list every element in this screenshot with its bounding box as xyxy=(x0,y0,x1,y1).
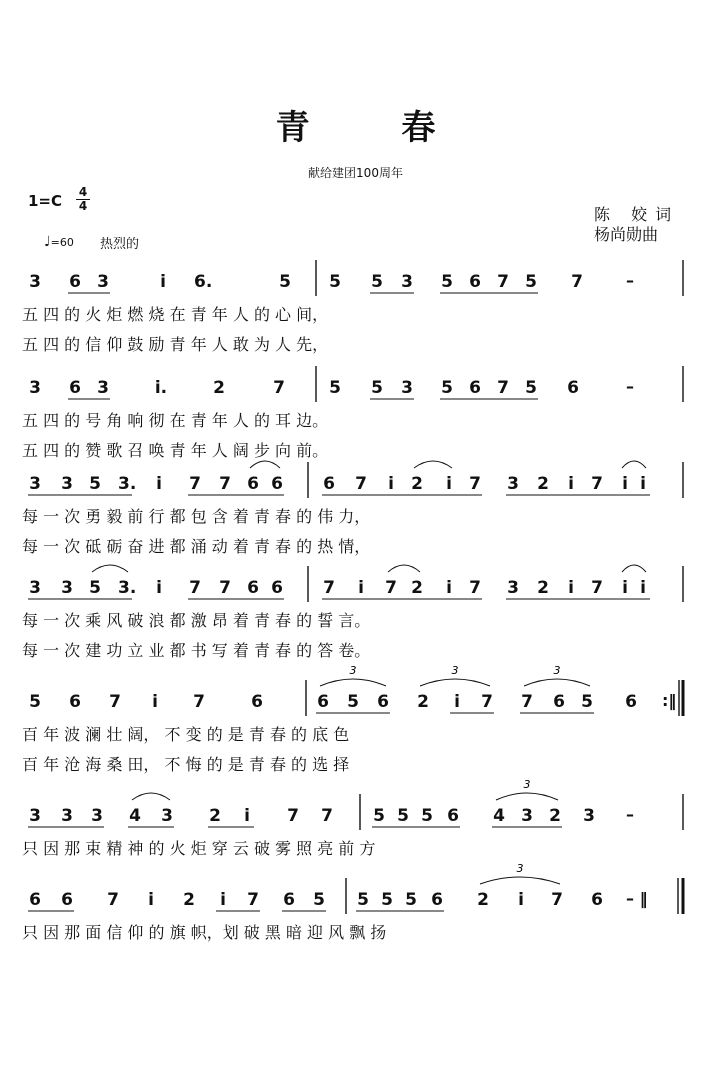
note: i xyxy=(160,272,166,292)
note: i xyxy=(156,474,162,494)
note: 7 xyxy=(497,378,509,398)
note: 7 xyxy=(481,692,493,712)
note: 3 xyxy=(97,378,109,398)
note: 7 xyxy=(551,890,563,910)
note: 6 xyxy=(553,692,565,712)
slur-curve xyxy=(480,877,560,884)
note: 5 xyxy=(525,378,537,398)
time-signature xyxy=(76,186,90,213)
note: 3 xyxy=(401,272,413,292)
lyric-line: 五 四 的 号 角 响 彻 在 青 年 人 的 耳 边。 xyxy=(22,411,329,430)
note: 5 xyxy=(381,890,393,910)
note: 3 xyxy=(61,578,73,598)
note: 6 xyxy=(247,578,259,598)
triplet-number: 3 xyxy=(516,862,524,875)
note: 5 xyxy=(371,272,383,292)
note: 6 xyxy=(469,378,481,398)
note: 7 xyxy=(521,692,533,712)
sustain-dash: – ‖ xyxy=(626,889,648,908)
lyric-line: 五 四 的 赞 歌 召 唤 青 年 人 阔 步 向 前。 xyxy=(22,441,329,460)
lyricist: 陈 姣词 xyxy=(594,205,680,224)
note: 6 xyxy=(69,692,81,712)
note: 7 xyxy=(273,378,285,398)
lyric-line: 每 一 次 乘 风 破 浪 都 激 昂 着 青 春 的 誓 言。 xyxy=(22,611,371,630)
note: 3 xyxy=(29,378,41,398)
note: 7 xyxy=(219,474,231,494)
lyric-line: 只 因 那 束 精 神 的 火 炬 穿 云 破 雾 照 亮 前 方 xyxy=(22,839,376,858)
sustain-dash: – xyxy=(626,271,634,290)
note: 3 xyxy=(161,806,173,826)
triplet-number: 3 xyxy=(349,664,357,677)
lyric-line: 只 因 那 面 信 仰 的 旗 帜，划 破 黑 暗 迎 风 飘 扬 xyxy=(22,923,387,942)
note: 6 xyxy=(469,272,481,292)
note: 7 xyxy=(321,806,333,826)
note: 3 xyxy=(507,578,519,598)
note: 7 xyxy=(469,474,481,494)
note: 3 xyxy=(29,578,41,598)
note: i xyxy=(640,578,646,598)
lyric-line: 五 四 的 信 仰 鼓 励 青 年 人 敢 为 人 先， xyxy=(22,335,329,354)
note: 7 xyxy=(219,578,231,598)
note: 7 xyxy=(193,692,205,712)
note: 7 xyxy=(571,272,583,292)
lyric-line: 每 一 次 建 功 立 业 都 书 写 着 青 春 的 答 卷。 xyxy=(22,641,371,660)
note: 6. xyxy=(194,272,213,292)
note: 5 xyxy=(329,378,341,398)
note: 7 xyxy=(591,474,603,494)
note: 5 xyxy=(347,692,359,712)
note: 2 xyxy=(213,378,225,398)
note: 4 xyxy=(129,806,141,826)
slur-curve xyxy=(414,461,452,468)
note: 5 xyxy=(581,692,593,712)
note: 5 xyxy=(441,378,453,398)
note: 5 xyxy=(397,806,409,826)
note: 4 xyxy=(493,806,505,826)
note: 6 xyxy=(69,378,81,398)
slur-curve xyxy=(524,679,590,686)
slur-curve xyxy=(92,565,128,572)
sustain-dash: :‖ xyxy=(662,691,677,710)
note: 6 xyxy=(431,890,443,910)
note: 3 xyxy=(61,474,73,494)
note: 5 xyxy=(313,890,325,910)
note: 2 xyxy=(183,890,195,910)
note: 7 xyxy=(287,806,299,826)
note: 7 xyxy=(109,692,121,712)
dedication: 献给建团100周年 xyxy=(308,166,403,180)
note: i xyxy=(388,474,394,494)
note: 7 xyxy=(247,890,259,910)
note: i xyxy=(446,578,452,598)
note: 6 xyxy=(271,578,283,598)
note: 7 xyxy=(469,578,481,598)
lyric-line: 每 一 次 砥 砺 奋 进 都 涌 动 着 青 春 的 热 情， xyxy=(22,537,371,556)
note: 3. xyxy=(118,578,137,598)
note: 6 xyxy=(317,692,329,712)
note: 2 xyxy=(417,692,429,712)
note: i xyxy=(622,474,628,494)
note: 5 xyxy=(405,890,417,910)
note: 7 xyxy=(107,890,119,910)
note: i xyxy=(244,806,250,826)
note: 3 xyxy=(97,272,109,292)
note: 3 xyxy=(29,806,41,826)
lyric-line: 每 一 次 勇 毅 前 行 都 包 含 着 青 春 的 伟 力， xyxy=(22,507,371,526)
sustain-dash: – xyxy=(626,805,634,824)
note: 2 xyxy=(477,890,489,910)
note: i xyxy=(454,692,460,712)
note: 7 xyxy=(189,578,201,598)
note: 6 xyxy=(283,890,295,910)
note: i. xyxy=(154,378,168,398)
note: 6 xyxy=(61,890,73,910)
note: i xyxy=(640,474,646,494)
note: 2 xyxy=(209,806,221,826)
quarter-note-icon: ♩ xyxy=(44,234,51,250)
note: 5 xyxy=(357,890,369,910)
lyric-line: 五 四 的 火 炬 燃 烧 在 青 年 人 的 心 间， xyxy=(22,305,329,324)
lyric-line: 百 年 波 澜 壮 阔， 不 变 的 是 青 春 的 底 色 xyxy=(22,725,350,744)
note: 7 xyxy=(497,272,509,292)
note: i xyxy=(152,692,158,712)
note: i xyxy=(220,890,226,910)
sustain-dash: – xyxy=(626,377,634,396)
time-sig-bottom: 4 xyxy=(78,199,88,213)
tempo-value: =60 xyxy=(50,236,74,249)
note: 3 xyxy=(583,806,595,826)
note: 2 xyxy=(537,578,549,598)
note: 3 xyxy=(29,474,41,494)
note: 5 xyxy=(89,578,101,598)
slur-curve xyxy=(320,679,386,686)
note: 6 xyxy=(29,890,41,910)
note: i xyxy=(568,474,574,494)
note: 7 xyxy=(355,474,367,494)
note: 7 xyxy=(385,578,397,598)
note: 6 xyxy=(247,474,259,494)
tempo-mark xyxy=(44,234,74,250)
slur-curve xyxy=(388,565,420,572)
note: 2 xyxy=(549,806,561,826)
note: 6 xyxy=(271,474,283,494)
note: 6 xyxy=(567,378,579,398)
note: 5 xyxy=(373,806,385,826)
note: 7 xyxy=(189,474,201,494)
time-sig-top: 4 xyxy=(78,185,88,199)
note: 3 xyxy=(521,806,533,826)
note: i xyxy=(148,890,154,910)
note: i xyxy=(358,578,364,598)
note: 2 xyxy=(537,474,549,494)
note: i xyxy=(518,890,524,910)
slur-curve xyxy=(250,461,280,468)
note: 6 xyxy=(69,272,81,292)
slur-curve xyxy=(132,793,170,800)
note: 5 xyxy=(371,378,383,398)
slur-curve xyxy=(622,461,646,468)
note: 5 xyxy=(329,272,341,292)
note: 6 xyxy=(251,692,263,712)
note: 6 xyxy=(625,692,637,712)
note: 3 xyxy=(91,806,103,826)
note: 5 xyxy=(525,272,537,292)
note: 7 xyxy=(591,578,603,598)
note: i xyxy=(622,578,628,598)
expression-mark: 热烈的 xyxy=(100,237,140,252)
note: 6 xyxy=(447,806,459,826)
note: 3 xyxy=(507,474,519,494)
note: 3 xyxy=(29,272,41,292)
slur-curve xyxy=(420,679,490,686)
note: 6 xyxy=(591,890,603,910)
note: i xyxy=(156,578,162,598)
triplet-number: 3 xyxy=(553,664,561,677)
note: 5 xyxy=(441,272,453,292)
note: 5 xyxy=(421,806,433,826)
note: 6 xyxy=(323,474,335,494)
slur-curve xyxy=(622,565,646,572)
note: 3 xyxy=(401,378,413,398)
note: 3. xyxy=(118,474,137,494)
key-signature: 1=C xyxy=(28,192,63,210)
composer: 杨尚勋曲 xyxy=(594,225,659,244)
note: i xyxy=(568,578,574,598)
lyric-line: 百 年 沧 海 桑 田， 不 悔 的 是 青 春 的 选 择 xyxy=(22,755,350,774)
note: 5 xyxy=(29,692,41,712)
note: i xyxy=(446,474,452,494)
note: 5 xyxy=(279,272,291,292)
song-title: 青 春 xyxy=(275,108,476,148)
slur-curve xyxy=(496,793,558,800)
note: 3 xyxy=(61,806,73,826)
triplet-number: 3 xyxy=(523,778,531,791)
note: 7 xyxy=(323,578,335,598)
note: 2 xyxy=(411,578,423,598)
note: 5 xyxy=(89,474,101,494)
note: 6 xyxy=(377,692,389,712)
triplet-number: 3 xyxy=(451,664,459,677)
note: 2 xyxy=(411,474,423,494)
